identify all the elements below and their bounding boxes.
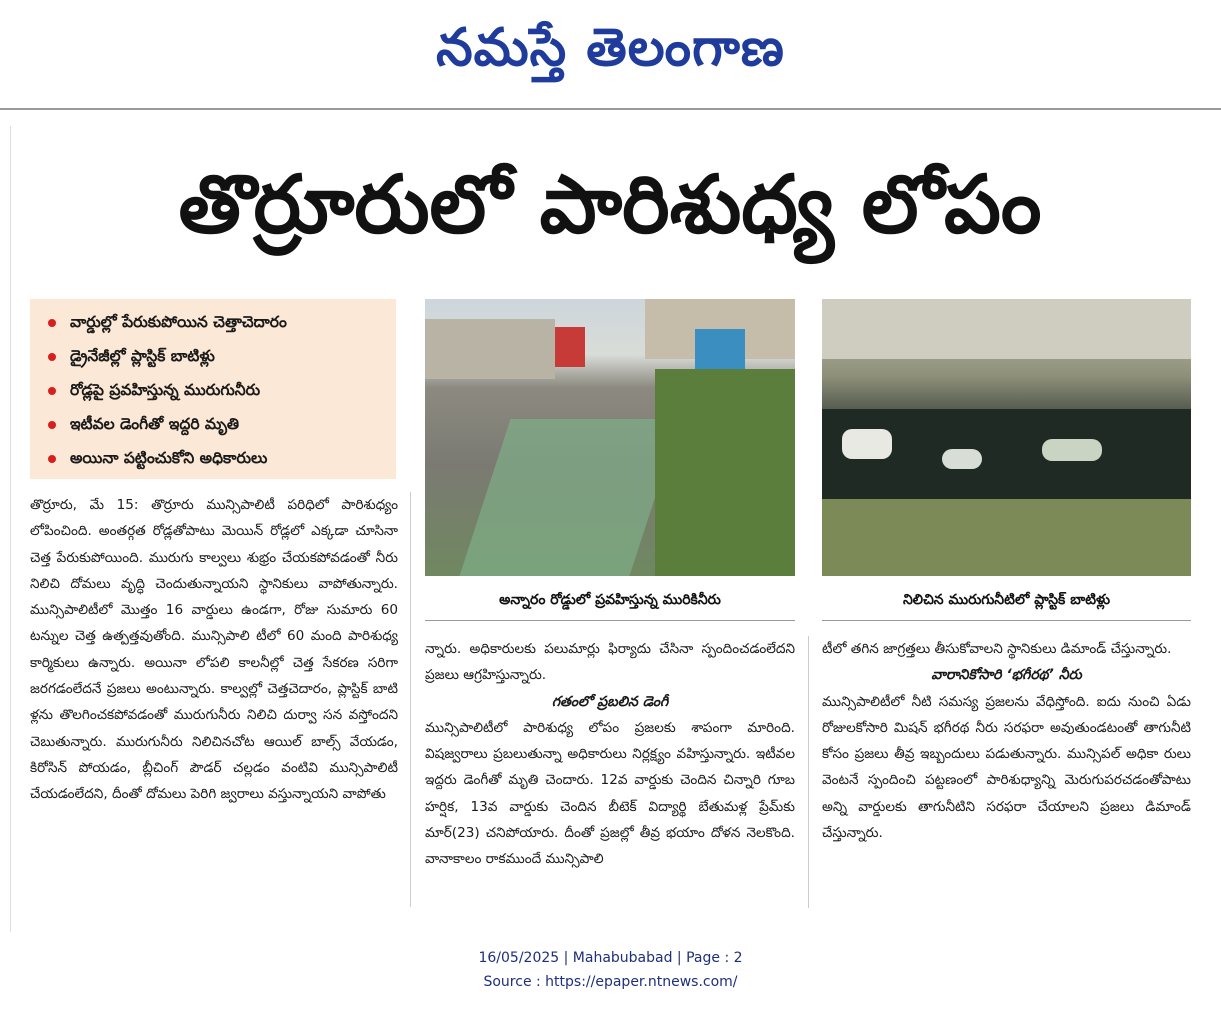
highlight-item: ఇటీవల డెంగీతో ఇద్దరి మృతి <box>48 407 396 441</box>
highlight-item: వార్డుల్లో పేరుకుపోయిన చెత్తాచెదారం <box>48 305 396 339</box>
highlight-item: రోడ్లపై ప్రవహిస్తున్న మురుగునీరు <box>48 373 396 407</box>
bullet-icon <box>48 319 56 327</box>
article-paragraph: న్నారు. అధికారులకు పలుమార్లు ఫిర్యాదు చేసినా స్పందించడంలేదని ప్రజలు ఆగ్రహిస్తున్నారు. <box>425 641 795 684</box>
highlights-list <box>30 305 396 475</box>
article-paragraph: మున్సిపాలిటీలో నీటి సమస్య ప్రజలను వేధిస్తోంది. ఐదు నుంచి ఏడు రోజులకోసారి మిషన్ భగీరథ నీరు సరఫరా అవుతుండటంతో తాగునీటి కోసం ప్రజలు తీవ్ర ఇబ్బందులు పడుతున్నారు. మున్సిపల్ అధికా రులు వెంటనే స్పందించి పట్టణంలో పారిశుధ్యాన్ని మెరుగుపరచడంతోపాటు అన్ని వార్డులకు తాగునీటిని సరఫరా చేయాలని ప్రజలు డిమాండ్ చేస్తున్నారు. <box>822 693 1191 842</box>
bullet-icon <box>48 353 56 361</box>
drain-bottles-photo <box>822 299 1191 576</box>
masthead <box>0 0 1221 110</box>
article-paragraph: తొర్రూరు, మే 15: తొర్రూరు మున్సిపాలిటీ పరిధిలో పారిశుధ్యం లోపించింది. అంతర్గత రోడ్లతోపాటు మెయిన్ రోడ్లలో ఎక్కడా చూసినా చెత్త పేరుకుపోయింది. మురుగు కాల్వలు శుభ్రం చేయకపోవడంతో నీరు నిలిచి దోమలు వృద్ధి చెందుతున్నాయని స్థానికులు వాపోతున్నారు. మున్సిపాలిటీలో మొత్తం 16 వార్డులు ఉండగా, రోజు సుమారు 60 టన్నుల చెత్త ఉత్పత్తవుతోంది. మున్సిపాలి టీలో 60 మంది పారిశుధ్య కార్మికులు ఉన్నారు. అయినా లోపలి కాలనీల్లో చెత్త సేకరణ సరిగా జరగడంలేదనే ప్రజలు అంటున్నారు. కాల్వల్లో చెత్తచెదారం, ప్లాస్టిక్ బాటి ళ్లను తొలగించకపోవడంతో మురుగునీరు నిలిచి దుర్వా సన వస్తోందని చెబుతున్నారు. మురుగునీరు నిలిచినచోట ఆయిల్ బాల్స్ వేయడం, కిరోసిన్ పోయడం, బ్లీచింగ్ పౌడర్ చల్లడం వంటివి మున్సిపాలిటీ చేయడంలేదని, దీంతో దోమలు పెరిగి జ్వరాలు వస్తున్నాయని వాపోతు <box>30 497 398 803</box>
bottle-shape <box>1042 439 1102 461</box>
grass-shape <box>822 499 1191 576</box>
article-column-1 <box>30 492 398 907</box>
bottle-shape <box>842 429 892 459</box>
blue-container-shape <box>695 329 745 369</box>
ground-shape <box>822 299 1191 359</box>
highlight-item: అయినా పట్టించుకోని అధికారులు <box>48 441 396 475</box>
edition-info: 16/05/2025 | Mahabubabad | Page : 2 <box>478 950 743 966</box>
highlight-item: డ్రైనేజీల్లో ప్లాస్టిక్ బాటిళ్లు <box>48 339 396 373</box>
grass-shape <box>655 369 795 576</box>
source-link[interactable]: Source : https://epaper.ntnews.com/ <box>483 974 738 990</box>
article-headline: తొర్రూరులో పారిశుధ్య లోపం <box>178 158 1042 251</box>
building-shape <box>425 319 555 379</box>
page-footer <box>0 946 1221 994</box>
column-divider <box>808 636 809 908</box>
green-water-shape <box>459 419 680 576</box>
article-column-2 <box>425 636 795 908</box>
column-divider <box>410 492 411 907</box>
photo-caption: నిలిచిన మురుగునీటిలో ప్లాస్టిక్ బాటిళ్లు <box>822 580 1191 621</box>
article-column-3 <box>822 636 1191 908</box>
bullet-icon <box>48 421 56 429</box>
article-subheading: వారానికోసారి ‘భగీరథ’ నీరు <box>931 667 1082 684</box>
bottle-shape <box>942 449 982 469</box>
highlights-box <box>30 299 396 479</box>
newspaper-logo: నమస్తే తెలంగాణ <box>436 17 785 78</box>
bullet-icon <box>48 455 56 463</box>
road-sewage-photo <box>425 299 795 576</box>
article-subheading: గతంలో ప్రబలిన డెంగీ <box>551 693 669 710</box>
article-paragraph: టీలో తగిన జాగ్రత్తలు తీసుకోవాలని స్థానికులు డిమాండ్ చేస్తున్నారు. <box>822 641 1172 657</box>
article-paragraph: మున్సిపాలిటీలో పారిశుధ్య లోపం ప్రజలకు శాపంగా మారింది. విషజ్వరాలు ప్రబలుతున్నా అధికారులు నిర్లక్ష్యం వహిస్తున్నారు. ఇటీవల ఇద్దరు డెంగీతో మృతి చెందారు. 12వ వార్డుకు చెందిన చిన్నారి గూబ హర్షిక, 13వ వార్డుకు చెందిన బీటెక్ విద్యార్థి బేతుమళ్ల ప్రేమ్‌కు మార్(23) చనిపోయారు. దీంతో ప్రజల్లో తీవ్ర భయాం దోళన నెలకొంది. వానాకాలం రాకముందే మున్సిపాలి <box>425 719 795 868</box>
photo-caption: అన్నారం రోడ్డులో ప్రవహిస్తున్న మురికినీరు <box>425 580 795 621</box>
truck-shape <box>555 327 585 367</box>
bullet-icon <box>48 387 56 395</box>
